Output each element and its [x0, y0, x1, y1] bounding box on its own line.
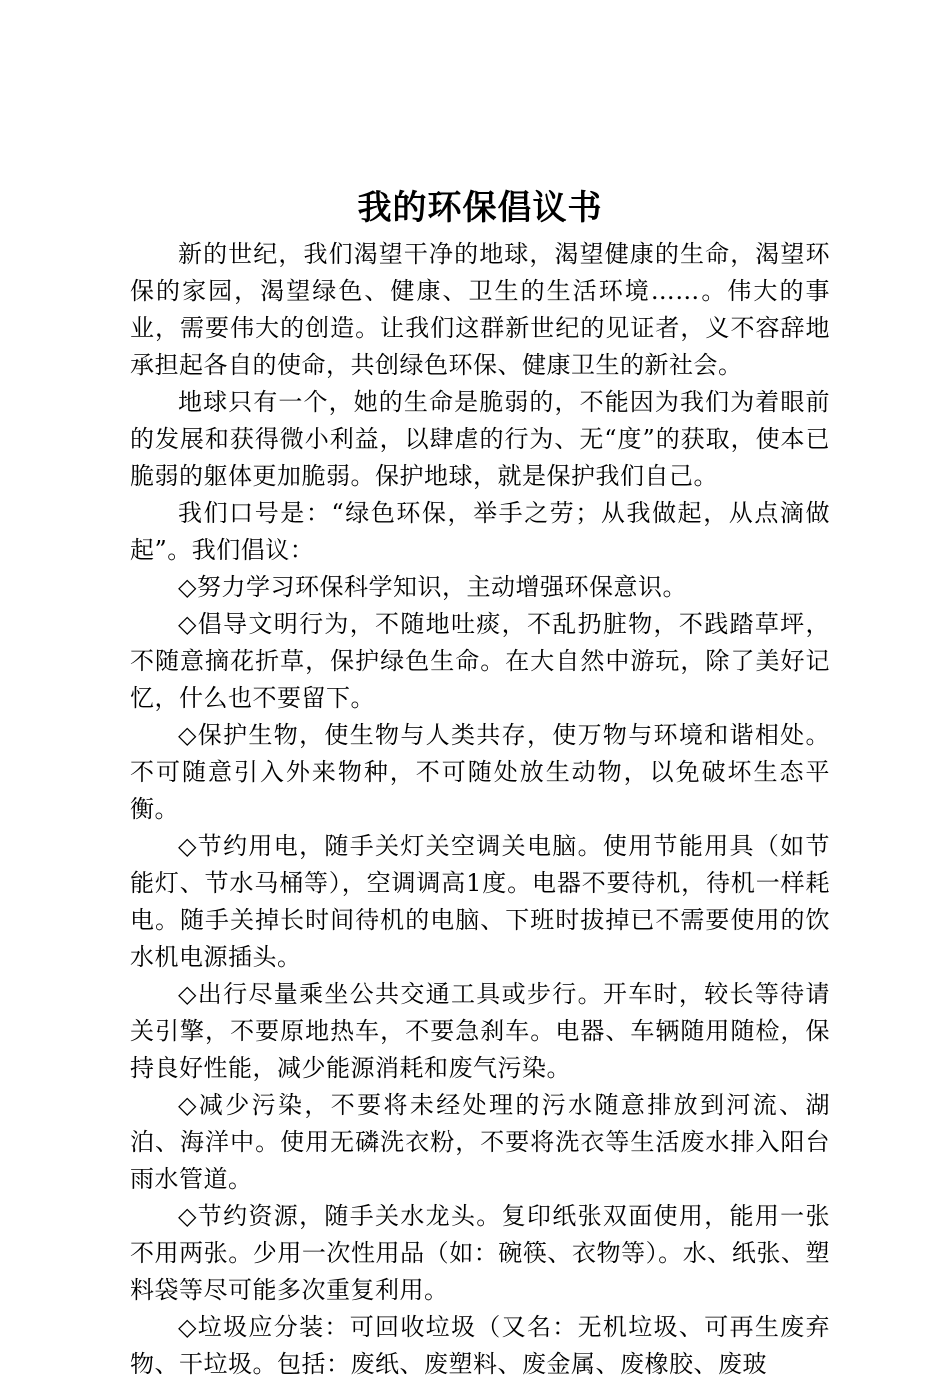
- paragraph-intro: 新的世纪，我们渴望干净的地球，渴望健康的生命，渴望环保的家园，渴望绿色、健康、卫生的生活环境……。伟大的事业，需要伟大的创造。让我们这群新世纪的见证者，义不容辞地承担起各自的使命，共创绿色环保、健康卫生的新社会。: [130, 240, 830, 379]
- document-title: 我的环保倡议书: [357, 188, 603, 228]
- proposal-item-civility: ◇倡导文明行为，不随地吐痰，不乱扔脏物，不践踏草坪，不随意摘花折草，保护绿色生命。在大自然中游玩，除了美好记忆，什么也不要留下。: [130, 610, 830, 712]
- paragraph-earth: 地球只有一个，她的生命是脆弱的，不能因为我们为着眼前的发展和获得微小利益，以肆虐的行为、无“度”的获取，使本已脆弱的躯体更加脆弱。保护地球，就是保护我们自己。: [130, 388, 830, 490]
- proposal-item-biology: ◇保护生物，使生物与人类共存，使万物与环境和谐相处。不可随意引入外来物种，不可随处放生动物，以免破坏生态平衡。: [130, 721, 830, 823]
- proposal-item-resources: ◇节约资源，随手关水龙头。复印纸张双面使用，能用一张不用两张。少用一次性用品（如：碗筷、衣物等）。水、纸张、塑料袋等尽可能多次重复利用。: [130, 1202, 830, 1304]
- proposal-item-transport: ◇出行尽量乘坐公共交通工具或步行。开车时，较长等待请关引擎，不要原地热车，不要急刹车。电器、车辆随用随检，保持良好性能，减少能源消耗和废气污染。: [130, 980, 830, 1082]
- proposal-item-electricity: ◇节约用电，随手关灯关空调关电脑。使用节能用具（如节能灯、节水马桶等），空调调高1度。电器不要待机，待机一样耗电。随手关掉长时间待机的电脑、下班时拔掉已不需要使用的饮水机电源插头。: [130, 832, 830, 971]
- proposal-item-garbage: ◇垃圾应分装：可回收垃圾（又名：无机垃圾、可再生废弃物、干垃圾。包括：废纸、废塑料、废金属、废橡胶、废玻: [130, 1313, 830, 1378]
- paragraph-slogan: 我们口号是：“绿色环保，举手之劳；从我做起，从点滴做起”。我们倡议：: [130, 499, 830, 564]
- proposal-item-study: ◇努力学习环保科学知识，主动增强环保意识。: [178, 573, 687, 601]
- proposal-item-pollution: ◇减少污染，不要将未经处理的污水随意排放到河流、湖泊、海洋中。使用无磷洗衣粉，不要将洗衣等生活废水排入阳台雨水管道。: [130, 1091, 830, 1193]
- document-page: [130, 180, 830, 1383]
